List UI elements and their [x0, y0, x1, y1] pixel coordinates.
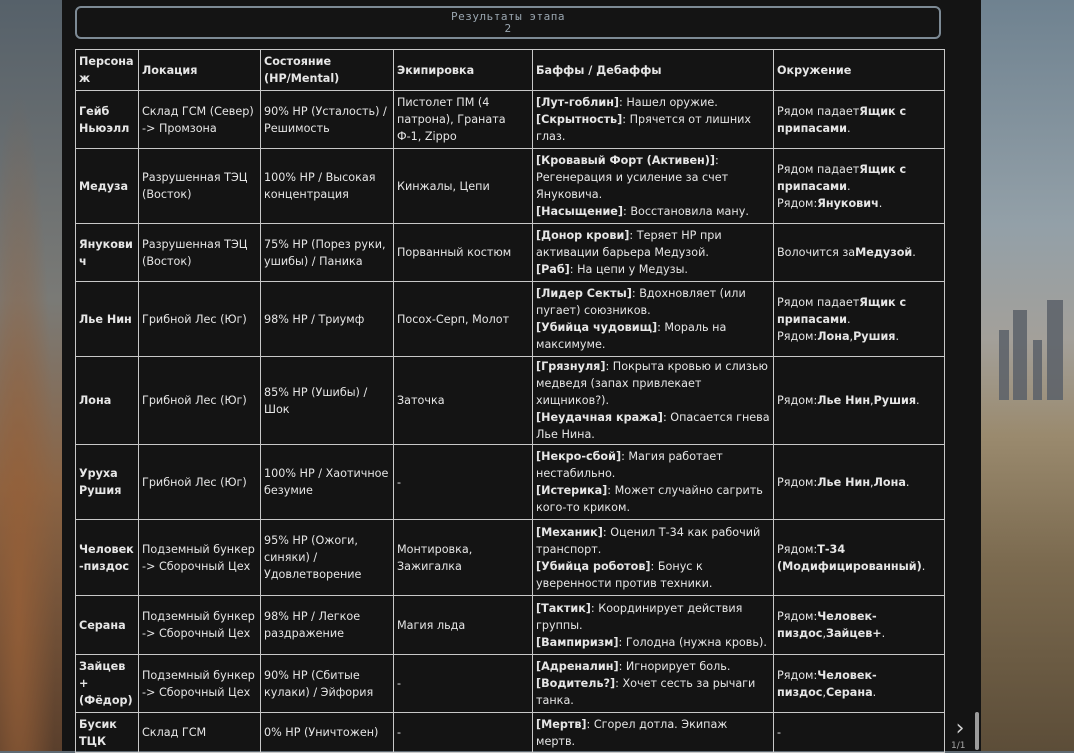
environment-text: Рядом: [777, 610, 818, 623]
buff-entry [536, 319, 770, 353]
environment-text: . [847, 312, 851, 326]
environment-text: . [895, 329, 900, 343]
state-cell: 75% HP (Порез руки, ушибы) / Паника [261, 224, 394, 282]
location-cell: Разрушенная ТЭЦ (Восток) [139, 149, 261, 224]
buff-text: : Покрыта кровью и слизью медведя (запах привлекает хищников?). [536, 360, 768, 407]
table-header-row [76, 50, 945, 91]
environment-text: . [847, 121, 851, 135]
environment-text: Рядом падает [777, 295, 860, 309]
stage-header [75, 6, 941, 39]
environment-highlight: Т-34 (Модифицированный) [777, 542, 922, 573]
location-cell: Подземный бункер -> Сборочный Цех [139, 596, 261, 655]
results-table [75, 49, 945, 753]
character-name: Лона [76, 357, 139, 445]
table-row [76, 224, 945, 282]
buff-text: : Голодна (нужна кровь). [618, 635, 767, 649]
buffs-cell [533, 655, 774, 713]
buff-text: : Вдохновляет (или пугает) союзников. [536, 287, 746, 317]
character-name: Лье Нин [76, 282, 139, 357]
buff-tag: [Лидер Секты] [536, 287, 632, 300]
environment-cell [774, 282, 945, 357]
state-cell: 0% HP (Уничтожен) [261, 713, 394, 753]
location-cell: Подземный бункер -> Сборочный Цех [139, 520, 261, 596]
table-row [76, 357, 945, 445]
buff-entry [536, 152, 770, 203]
environment-highlight: Рушия [873, 394, 917, 407]
buff-text: : Бонус к уверенности против техники. [536, 559, 713, 590]
buff-entry [536, 409, 770, 443]
buff-tag: [Адреналин] [536, 660, 619, 673]
buff-entry [536, 94, 770, 111]
character-name: Медуза [76, 149, 139, 224]
buff-tag: [Донор крови] [536, 229, 630, 242]
environment-cell [774, 596, 945, 655]
buff-entry [536, 600, 770, 634]
environment-highlight: Серана [826, 685, 873, 699]
buffs-cell [533, 91, 774, 149]
buff-tag: [Грязнуля] [536, 360, 606, 373]
buff-tag: [Некро-сбой] [536, 450, 622, 463]
environment-cell [774, 713, 945, 753]
environment-text: , [870, 394, 874, 407]
buff-entry [536, 482, 770, 516]
environment-cell [774, 224, 945, 282]
buff-tag: [Мертв] [536, 717, 587, 731]
buffs-cell [533, 282, 774, 357]
buff-text: : Сгорел дотла. Экипаж мертв. [536, 717, 728, 748]
environment-highlight: Ящик с припасами [777, 295, 907, 326]
location-cell: Грибной Лес (Юг) [139, 445, 261, 520]
environment-text: , [822, 685, 826, 699]
environment-text: . [912, 246, 916, 259]
table-row [76, 282, 945, 357]
environment-highlight: Ящик с припасами [777, 104, 907, 135]
character-name: Человек-пиздос [76, 520, 139, 596]
environment-text: Рядом: [777, 542, 818, 556]
environment-text: Рядом падает [777, 162, 860, 176]
environment-highlight: Человек-пиздос [777, 610, 877, 640]
environment-text: , [849, 329, 854, 343]
buff-text: : На цепи у Медузы. [569, 263, 688, 276]
buff-tag: [Неудачная кража] [536, 411, 663, 424]
environment-text: Рядом падает [777, 104, 860, 118]
buffs-cell [533, 596, 774, 655]
environment-highlight: Ящик с припасами [777, 162, 907, 193]
ruin-silhouette [1033, 340, 1042, 400]
table-row [76, 520, 945, 596]
environment-highlight: Медузой [855, 246, 913, 259]
buffs-cell [533, 520, 774, 596]
environment-text: . [905, 475, 910, 489]
buff-text: : Опасается гнева Лье Нина. [536, 411, 770, 441]
buff-tag: [Водитель?] [536, 677, 616, 690]
buffs-cell [533, 357, 774, 445]
buff-text: : Координирует действия группы. [536, 601, 743, 632]
equipment-cell: Магия льда [394, 596, 533, 655]
table-row [76, 596, 945, 655]
buff-entry [536, 658, 770, 675]
environment-text: . [847, 179, 851, 193]
environment-text: Рядом: [777, 394, 818, 407]
buff-entry [536, 285, 770, 319]
buff-entry [536, 448, 770, 482]
ruin-silhouette [1013, 310, 1027, 400]
equipment-cell: Порванный костюм [394, 224, 533, 282]
page-counter: 1/1 [951, 741, 966, 751]
buff-tag: [Механик] [536, 525, 603, 539]
buff-entry [536, 227, 770, 261]
equipment-cell: Посох-Серп, Молот [394, 282, 533, 357]
buff-entry [536, 524, 770, 558]
header-character: Персонаж [76, 50, 139, 91]
environment-cell [774, 655, 945, 713]
environment-cell [774, 149, 945, 224]
buff-entry [536, 558, 770, 592]
table-row [76, 149, 945, 224]
buff-entry [536, 111, 770, 145]
buff-tag: [Вампиризм] [536, 635, 619, 649]
chevron-right-icon[interactable]: › [955, 716, 965, 741]
buffs-cell [533, 713, 774, 753]
environment-highlight: Лона [817, 329, 850, 343]
environment-text: , [822, 627, 826, 640]
buff-text: : Магия работает нестабильно. [536, 450, 723, 480]
buffs-cell [533, 224, 774, 282]
equipment-cell: Кинжалы, Цепи [394, 149, 533, 224]
buff-entry [536, 358, 770, 409]
environment-text: Рядом: [777, 329, 818, 343]
buff-text: : Теряет HP при активации барьера Медузой. [536, 229, 722, 259]
environment-text: . [881, 627, 886, 640]
environment-highlight: Рушия [853, 329, 896, 343]
environment-highlight: Лона [873, 475, 906, 489]
environment-text: . [916, 394, 920, 407]
environment-text: Рядом: [777, 668, 818, 682]
header-environment: Окружение [774, 50, 945, 91]
environment-text: . [921, 559, 926, 573]
buff-tag: [Кровавый Форт (Активен)] [536, 154, 715, 167]
environment-highlight: Зайцев+ [826, 627, 882, 640]
environment-text: Волочится за [777, 246, 856, 259]
environment-cell [774, 520, 945, 596]
ruin-silhouette [1047, 300, 1063, 400]
buff-tag: [Убийца чудовищ] [536, 321, 658, 334]
buff-entry [536, 634, 770, 651]
environment-text: Рядом: [777, 475, 818, 489]
location-cell: Грибной Лес (Юг) [139, 282, 261, 357]
character-name: Бусик ТЦК [76, 713, 139, 753]
environment-text: - [777, 726, 782, 739]
ruin-silhouette [999, 330, 1009, 400]
character-name: Янукович [76, 224, 139, 282]
location-cell: Разрушенная ТЭЦ (Восток) [139, 224, 261, 282]
buff-text: : Восстановила ману. [623, 205, 749, 218]
buff-entry [536, 675, 770, 709]
location-cell: Грибной Лес (Юг) [139, 357, 261, 445]
table-row [76, 91, 945, 149]
buff-tag: [Истерика] [536, 484, 608, 497]
equipment-cell: - [394, 655, 533, 713]
state-cell: 90% HP (Сбитые кулаки) / Эйфория [261, 655, 394, 713]
equipment-cell: Пистолет ПМ (4 патрона), Граната Ф-1, Zippo [394, 91, 533, 149]
equipment-cell: Монтировка, Зажигалка [394, 520, 533, 596]
environment-highlight: Янукович [817, 196, 879, 210]
buff-tag: [Убийца роботов] [536, 559, 651, 573]
environment-highlight: Лье Нин [817, 475, 871, 489]
buff-text: : Хочет сесть за рычаги танка. [536, 677, 756, 707]
buff-text: : Оценил Т-34 как рабочий транспорт. [536, 525, 761, 556]
environment-text: . [878, 196, 883, 210]
table-row [76, 445, 945, 520]
stage-number: 2 [504, 22, 512, 35]
buff-text: : Регенерация и усиление за счет Януковича. [536, 154, 729, 201]
state-cell: 98% HP / Триумф [261, 282, 394, 357]
character-name: Зайцев + (Фёдор) [76, 655, 139, 713]
stage-title: Результаты этапа [451, 10, 565, 23]
environment-text: Рядом: [777, 196, 818, 210]
environment-text: . [872, 685, 877, 699]
background-left [0, 0, 62, 751]
environment-cell [774, 357, 945, 445]
state-cell: 85% HP (Ушибы) / Шок [261, 357, 394, 445]
environment-cell [774, 445, 945, 520]
buff-tag: [Тактик] [536, 601, 591, 615]
equipment-cell: - [394, 713, 533, 753]
header-location: Локация [139, 50, 261, 91]
buff-text: : Может случайно сагрить кого-то криком. [536, 484, 763, 514]
buff-text: : Нашел оружие. [619, 96, 718, 109]
location-cell: Склад ГСМ (Север) -> Промзона [139, 91, 261, 149]
equipment-cell: - [394, 445, 533, 520]
table-row [76, 713, 945, 753]
state-cell: 100% HP / Хаотичное безумие [261, 445, 394, 520]
state-cell: 98% HP / Легкое раздражение [261, 596, 394, 655]
buffs-cell [533, 149, 774, 224]
buff-tag: [Насыщение] [536, 205, 623, 218]
environment-highlight: Человек-пиздос [777, 668, 877, 699]
location-cell: Склад ГСМ [139, 713, 261, 753]
buff-entry [536, 716, 770, 750]
buff-entry [536, 203, 770, 220]
buff-text: : Мораль на максимуме. [536, 321, 727, 351]
character-name: Уруха Рушия [76, 445, 139, 520]
table-row [76, 655, 945, 713]
buff-text: : Прячется от лишних глаз. [536, 113, 752, 143]
background-right [981, 0, 1074, 751]
buff-text: : Игнорирует боль. [618, 660, 731, 673]
character-name: Гейб Ньюэлл [76, 91, 139, 149]
buff-tag: [Скрытность] [536, 113, 623, 126]
character-name: Серана [76, 596, 139, 655]
location-cell: Подземный бункер -> Сборочный Цех [139, 655, 261, 713]
environment-highlight: Лье Нин [817, 394, 871, 407]
state-cell: 100% HP / Высокая концентрация [261, 149, 394, 224]
state-cell: 95% HP (Ожоги, синяки) / Удовлетворение [261, 520, 394, 596]
scrollbar-thumb[interactable] [975, 712, 979, 750]
equipment-cell: Заточка [394, 357, 533, 445]
environment-text: , [870, 475, 874, 489]
buff-tag: [Раб] [536, 263, 570, 276]
buffs-cell [533, 445, 774, 520]
header-state: Состояние (HP/Mental) [261, 50, 394, 91]
state-cell: 90% HP (Усталость) / Решимость [261, 91, 394, 149]
header-buffs: Баффы / Дебаффы [533, 50, 774, 91]
header-equipment: Экипировка [394, 50, 533, 91]
environment-cell [774, 91, 945, 149]
buff-entry [536, 261, 770, 278]
buff-tag: [Лут-гоблин] [536, 96, 620, 109]
